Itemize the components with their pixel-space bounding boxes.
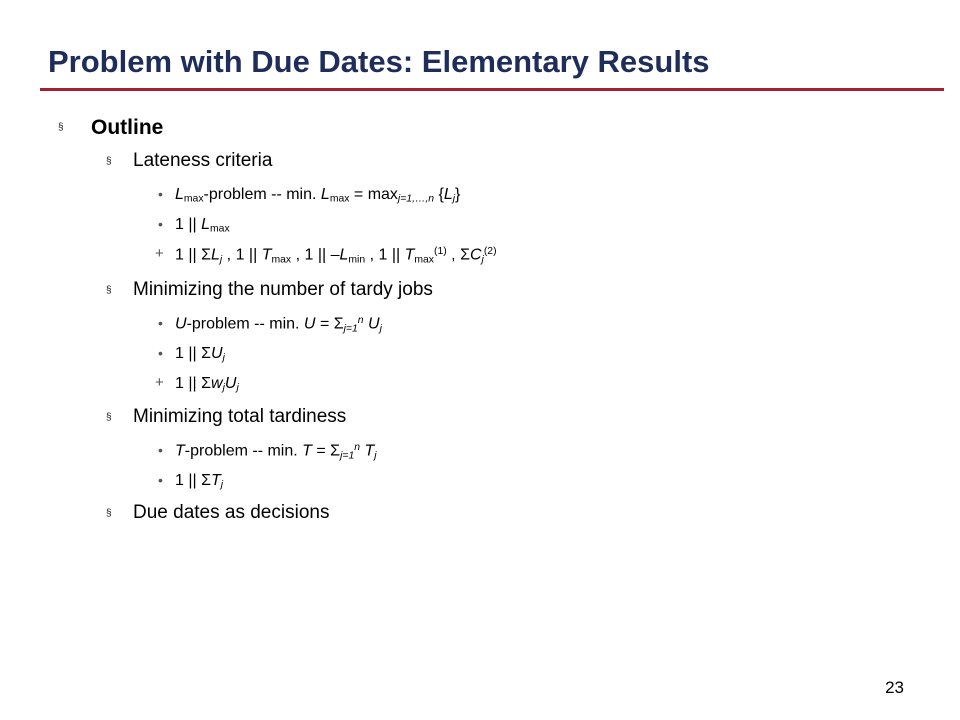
bullet-dot-icon: • [158,186,163,202]
bullet-plus-icon: + [155,245,164,262]
due-dates-label: Due dates as decisions [133,502,330,523]
slide-title: Problem with Due Dates: Elementary Results [48,44,710,79]
bullet-plus-icon: + [155,374,164,391]
outline-heading: Outline [91,116,164,139]
bullet-square-icon: § [106,285,112,296]
bullet-dot-icon: • [158,315,163,331]
bullet-dot-icon: • [158,345,163,361]
bullet-dot-icon: • [158,442,163,458]
tardy-jobs-label: Minimizing the number of tardy jobs [133,279,433,300]
sum-tj-problem: 1 || $\Sigma T_j$ [175,472,224,491]
bullet-square-icon: § [106,508,112,519]
bullet-square-icon: § [58,122,64,133]
equivalent-criteria: 1 || $\Sigma L_j$ , 1 || $T_{max}$ , 1 || $-L_{min}$ , 1 || $T_{max}^{(1)}$ , $\Sigma C_j^{(2)}$ [175,246,497,266]
bullet-dot-icon: • [158,472,163,488]
total-tardiness-label: Minimizing total tardiness [133,406,347,427]
bullet-square-icon: § [106,412,112,423]
bullet-dot-icon: • [158,216,163,232]
t-problem-definition: T-problem -- min. $T = \Sigma_{j=1}^n$ $T_j$ [175,442,377,462]
bullet-square-icon: § [106,156,112,167]
lmax-single-machine: 1 || $L_{max}$ [175,216,230,235]
lmax-problem-definition: $L_{max}$-problem -- min. $L_{max} = \max_{j=1,\dots,n} \{L_j\}$ [175,186,461,205]
lateness-criteria-label: Lateness criteria [133,150,273,171]
page-number: 23 [885,678,904,697]
u-problem-definition: U-problem -- min. $U = \Sigma_{j=1}^n$ $U_j$ [175,315,382,335]
sum-wjuj-problem: 1 || $\Sigma w_jU_j$ [175,375,239,394]
title-rule [40,88,944,91]
sum-uj-problem: 1 || $\Sigma U_j$ [175,345,225,364]
